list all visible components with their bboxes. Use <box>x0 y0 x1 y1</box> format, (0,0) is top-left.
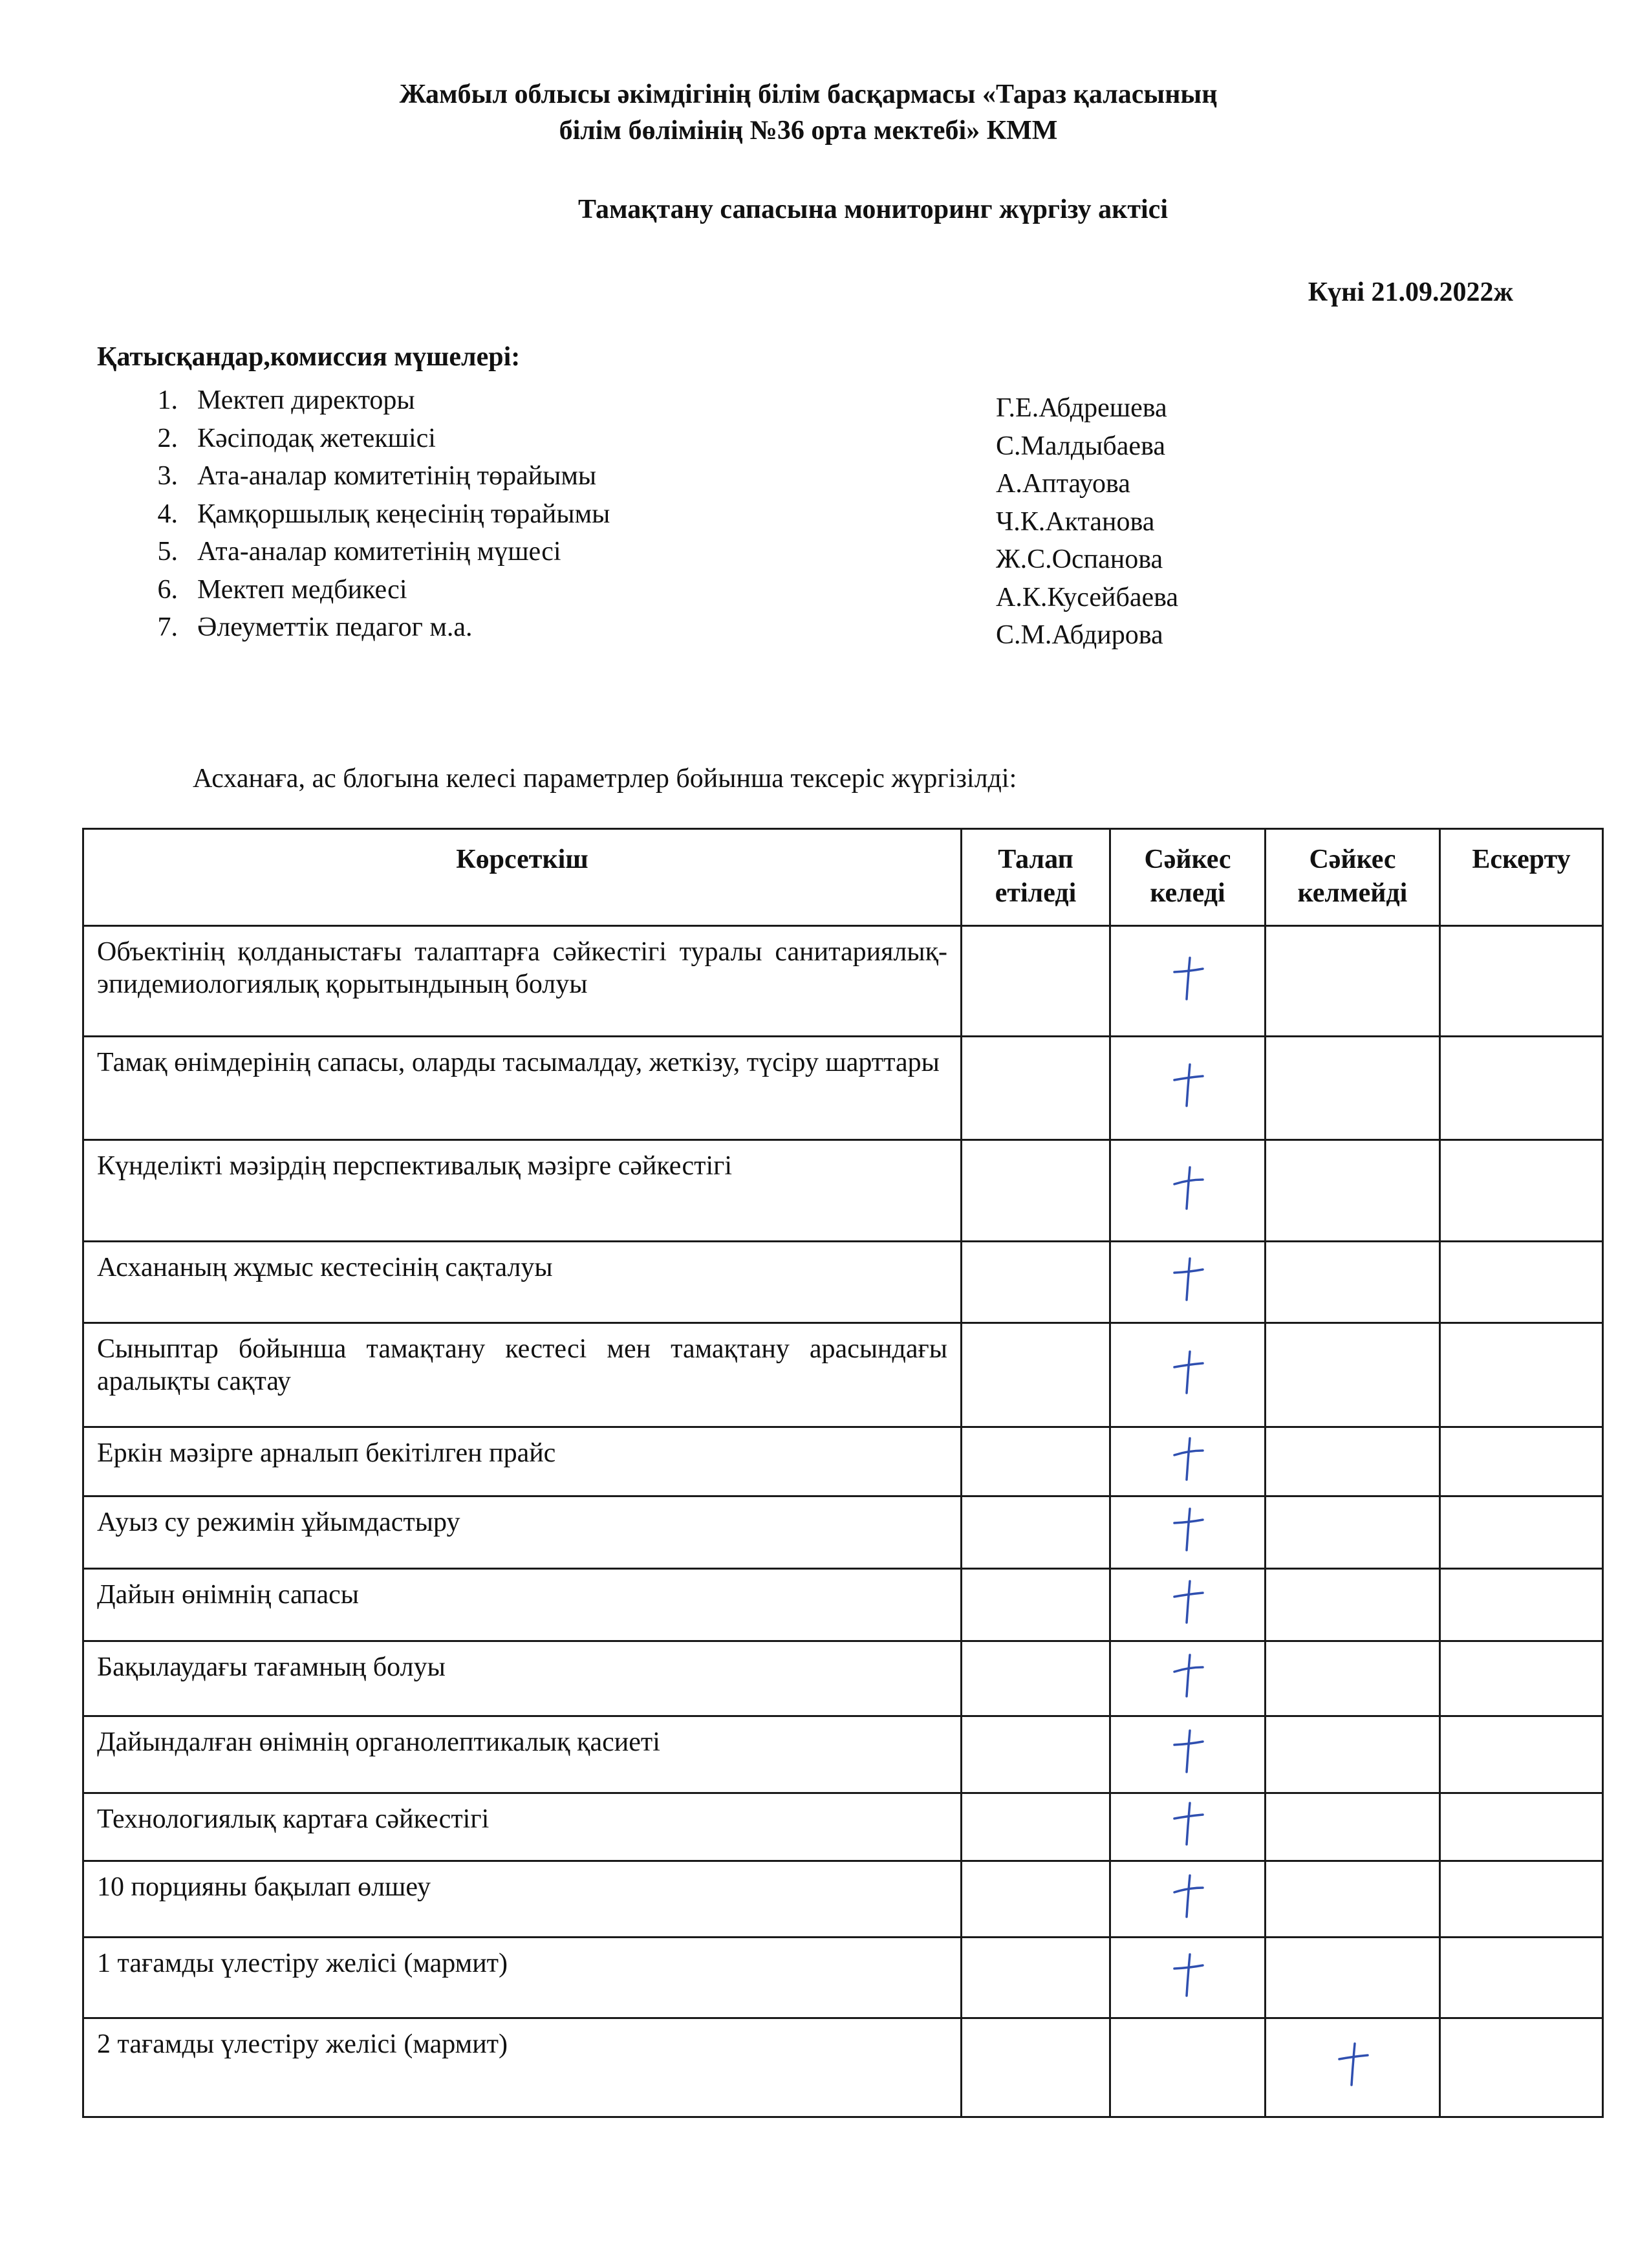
member-number: 2. <box>157 423 178 453</box>
compliant-cell <box>1110 1641 1266 1716</box>
members-heading: Қатысқандар,комиссия мүшелері: <box>97 342 521 372</box>
noncompliant-cell <box>1266 1793 1440 1861</box>
inspection-intro: Асханаға, ас блогына келесі параметрлер бойынша тексеріс жүргізілді: <box>193 764 1017 794</box>
required-cell <box>962 1716 1110 1793</box>
member-number: 6. <box>157 574 178 605</box>
handwritten-plus-icon <box>1170 1727 1205 1775</box>
noncompliant-cell <box>1266 1641 1440 1716</box>
handwritten-plus-icon <box>1170 1434 1205 1482</box>
header-compliant: Сәйкес келеді <box>1110 829 1266 926</box>
handwritten-plus-icon <box>1170 1577 1205 1625</box>
member-name: А.Аптауова <box>996 469 1130 499</box>
compliant-cell <box>1110 1037 1266 1140</box>
table-row <box>83 1427 1603 1496</box>
table-row <box>83 1037 1603 1140</box>
member-number: 4. <box>157 499 178 529</box>
note-cell <box>1440 1569 1603 1641</box>
noncompliant-cell <box>1266 1569 1440 1641</box>
member-role: Ата-аналар комитетінің мүшесі <box>197 537 561 567</box>
header-note: Ескерту <box>1440 829 1603 926</box>
table-row <box>83 1241 1603 1323</box>
indicator-cell: Күнделікті мәзірдің перспективалық мәзірге сәйкестігі <box>83 1140 962 1241</box>
noncompliant-cell <box>1266 1241 1440 1323</box>
indicator-cell: 10 порцияны бақылап өлшеу <box>83 1861 962 1938</box>
required-cell <box>962 1861 1110 1938</box>
header-line-2: білім бөлімінің №36 орта мектебі» КММ <box>559 116 1058 146</box>
indicator-cell: Бақылаудағы тағамның болуы <box>83 1641 962 1716</box>
note-cell <box>1440 1037 1603 1140</box>
required-cell <box>962 1037 1110 1140</box>
member-name: С.Малдыбаева <box>996 431 1165 461</box>
table-row <box>83 926 1603 1037</box>
member-role: Қамқоршылық кеңесінің төрайымы <box>197 499 610 529</box>
noncompliant-cell <box>1266 1427 1440 1496</box>
table-row <box>83 2018 1603 2117</box>
table-row <box>83 1569 1603 1641</box>
note-cell <box>1440 1861 1603 1938</box>
indicator-cell: Ауыз су режимін ұйымдастыру <box>83 1496 962 1569</box>
handwritten-plus-icon <box>1170 1651 1205 1699</box>
handwritten-plus-icon <box>1170 1950 1205 1998</box>
member-item <box>146 457 1439 499</box>
member-number: 5. <box>157 537 178 567</box>
note-cell <box>1440 1323 1603 1427</box>
compliant-cell <box>1110 1569 1266 1641</box>
required-cell <box>962 1140 1110 1241</box>
noncompliant-cell <box>1266 926 1440 1037</box>
member-role: Мектеп директоры <box>197 385 415 415</box>
handwritten-plus-icon <box>1170 1061 1205 1108</box>
indicator-cell: Тамақ өнімдерінің сапасы, оларды тасымалдау, жеткізу, түсіру шарттары <box>83 1037 962 1140</box>
noncompliant-cell <box>1266 1496 1440 1569</box>
compliant-cell <box>1110 1793 1266 1861</box>
compliant-cell <box>1110 2018 1266 2117</box>
member-role: Әлеуметтік педагог м.а. <box>197 612 473 642</box>
noncompliant-cell <box>1266 1716 1440 1793</box>
member-name: С.М.Абдирова <box>996 620 1163 650</box>
members-list <box>146 382 1439 650</box>
table-row <box>83 1496 1603 1569</box>
table-row <box>83 1641 1603 1716</box>
indicator-cell: Дайын өнімнің сапасы <box>83 1569 962 1641</box>
required-cell <box>962 1793 1110 1861</box>
compliant-cell <box>1110 1861 1266 1938</box>
indicator-cell: 1 тағамды үлестіру желісі (мармит) <box>83 1938 962 2018</box>
handwritten-plus-icon <box>1335 2040 1370 2088</box>
table-row <box>83 1793 1603 1861</box>
member-item <box>146 571 1439 612</box>
act-title: Тамақтану сапасына мониторинг жүргізу актісі <box>578 195 1168 224</box>
required-cell <box>962 926 1110 1037</box>
noncompliant-cell <box>1266 1861 1440 1938</box>
compliant-cell <box>1110 1323 1266 1427</box>
note-cell <box>1440 1938 1603 2018</box>
member-name: Ч.К.Актанова <box>996 506 1155 537</box>
inspection-table <box>82 828 1604 2118</box>
compliant-cell <box>1110 1427 1266 1496</box>
organization-header <box>194 76 1423 149</box>
required-cell <box>962 1241 1110 1323</box>
note-cell <box>1440 1641 1603 1716</box>
required-cell <box>962 1569 1110 1641</box>
note-cell <box>1440 1140 1603 1241</box>
indicator-cell: Еркін мәзірге арналып бекітілген прайс <box>83 1427 962 1496</box>
member-role: Мектеп медбикесі <box>197 574 407 605</box>
header-required: Талап етіледі <box>962 829 1110 926</box>
compliant-cell <box>1110 1938 1266 2018</box>
handwritten-plus-icon <box>1170 1163 1205 1211</box>
member-name: Г.Е.Абдрешева <box>996 393 1167 423</box>
handwritten-plus-icon <box>1170 954 1205 1002</box>
member-number: 7. <box>157 612 178 642</box>
indicator-cell: Дайындалған өнімнің органолептикалық қасиеті <box>83 1716 962 1793</box>
header-line-1: Жамбыл облысы әкімдігінің білім басқармасы «Тараз қаласының <box>399 80 1218 109</box>
indicator-cell: Сыныптар бойынша тамақтану кестесі мен тамақтану арасындағы аралықты сақтау <box>83 1323 962 1427</box>
indicator-cell: Асхананың жұмыс кестесінің сақталуы <box>83 1241 962 1323</box>
member-item <box>146 495 1439 537</box>
noncompliant-cell <box>1266 2018 1440 2117</box>
handwritten-plus-icon <box>1170 1255 1205 1302</box>
compliant-cell <box>1110 1496 1266 1569</box>
required-cell <box>962 2018 1110 2117</box>
header-indicator: Көрсеткіш <box>83 829 962 926</box>
compliant-cell <box>1110 1241 1266 1323</box>
required-cell <box>962 1938 1110 2018</box>
member-role: Ата-аналар комитетінің төрайымы <box>197 461 597 491</box>
table-header-row <box>83 829 1603 926</box>
compliant-cell <box>1110 1716 1266 1793</box>
handwritten-plus-icon <box>1170 1505 1205 1553</box>
required-cell <box>962 1641 1110 1716</box>
handwritten-plus-icon <box>1170 1872 1205 1919</box>
compliant-cell <box>1110 1140 1266 1241</box>
compliant-cell <box>1110 926 1266 1037</box>
noncompliant-cell <box>1266 1323 1440 1427</box>
note-cell <box>1440 926 1603 1037</box>
table-row <box>83 1716 1603 1793</box>
member-number: 1. <box>157 385 178 415</box>
member-item <box>146 533 1439 574</box>
table-row <box>83 1938 1603 2018</box>
member-name: А.К.Кусейбаева <box>996 582 1179 612</box>
act-date: Күні 21.09.2022ж <box>1308 277 1513 307</box>
note-cell <box>1440 2018 1603 2117</box>
table-row <box>83 1861 1603 1938</box>
note-cell <box>1440 1716 1603 1793</box>
required-cell <box>962 1427 1110 1496</box>
header-noncompliant: Сәйкес келмейді <box>1266 829 1440 926</box>
note-cell <box>1440 1793 1603 1861</box>
table-row <box>83 1323 1603 1427</box>
member-name: Ж.С.Оспанова <box>996 545 1163 574</box>
note-cell <box>1440 1241 1603 1323</box>
note-cell <box>1440 1427 1603 1496</box>
indicator-cell: Объектінің қолданыстағы талаптарға сәйкестігі туралы санитариялық-эпидемиологиялық қорытындының болуы <box>83 926 962 1037</box>
indicator-cell: 2 тағамды үлестіру желісі (мармит) <box>83 2018 962 2117</box>
member-role: Кәсіподақ жетекшісі <box>197 423 436 453</box>
member-item <box>146 382 1439 423</box>
handwritten-plus-icon <box>1170 1348 1205 1396</box>
handwritten-plus-icon <box>1170 1799 1205 1847</box>
noncompliant-cell <box>1266 1140 1440 1241</box>
noncompliant-cell <box>1266 1037 1440 1140</box>
member-item <box>146 420 1439 461</box>
note-cell <box>1440 1496 1603 1569</box>
noncompliant-cell <box>1266 1938 1440 2018</box>
table-row <box>83 1140 1603 1241</box>
member-number: 3. <box>157 461 178 491</box>
required-cell <box>962 1323 1110 1427</box>
required-cell <box>962 1496 1110 1569</box>
member-item <box>146 609 1439 650</box>
indicator-cell: Технологиялық картаға сәйкестігі <box>83 1793 962 1861</box>
